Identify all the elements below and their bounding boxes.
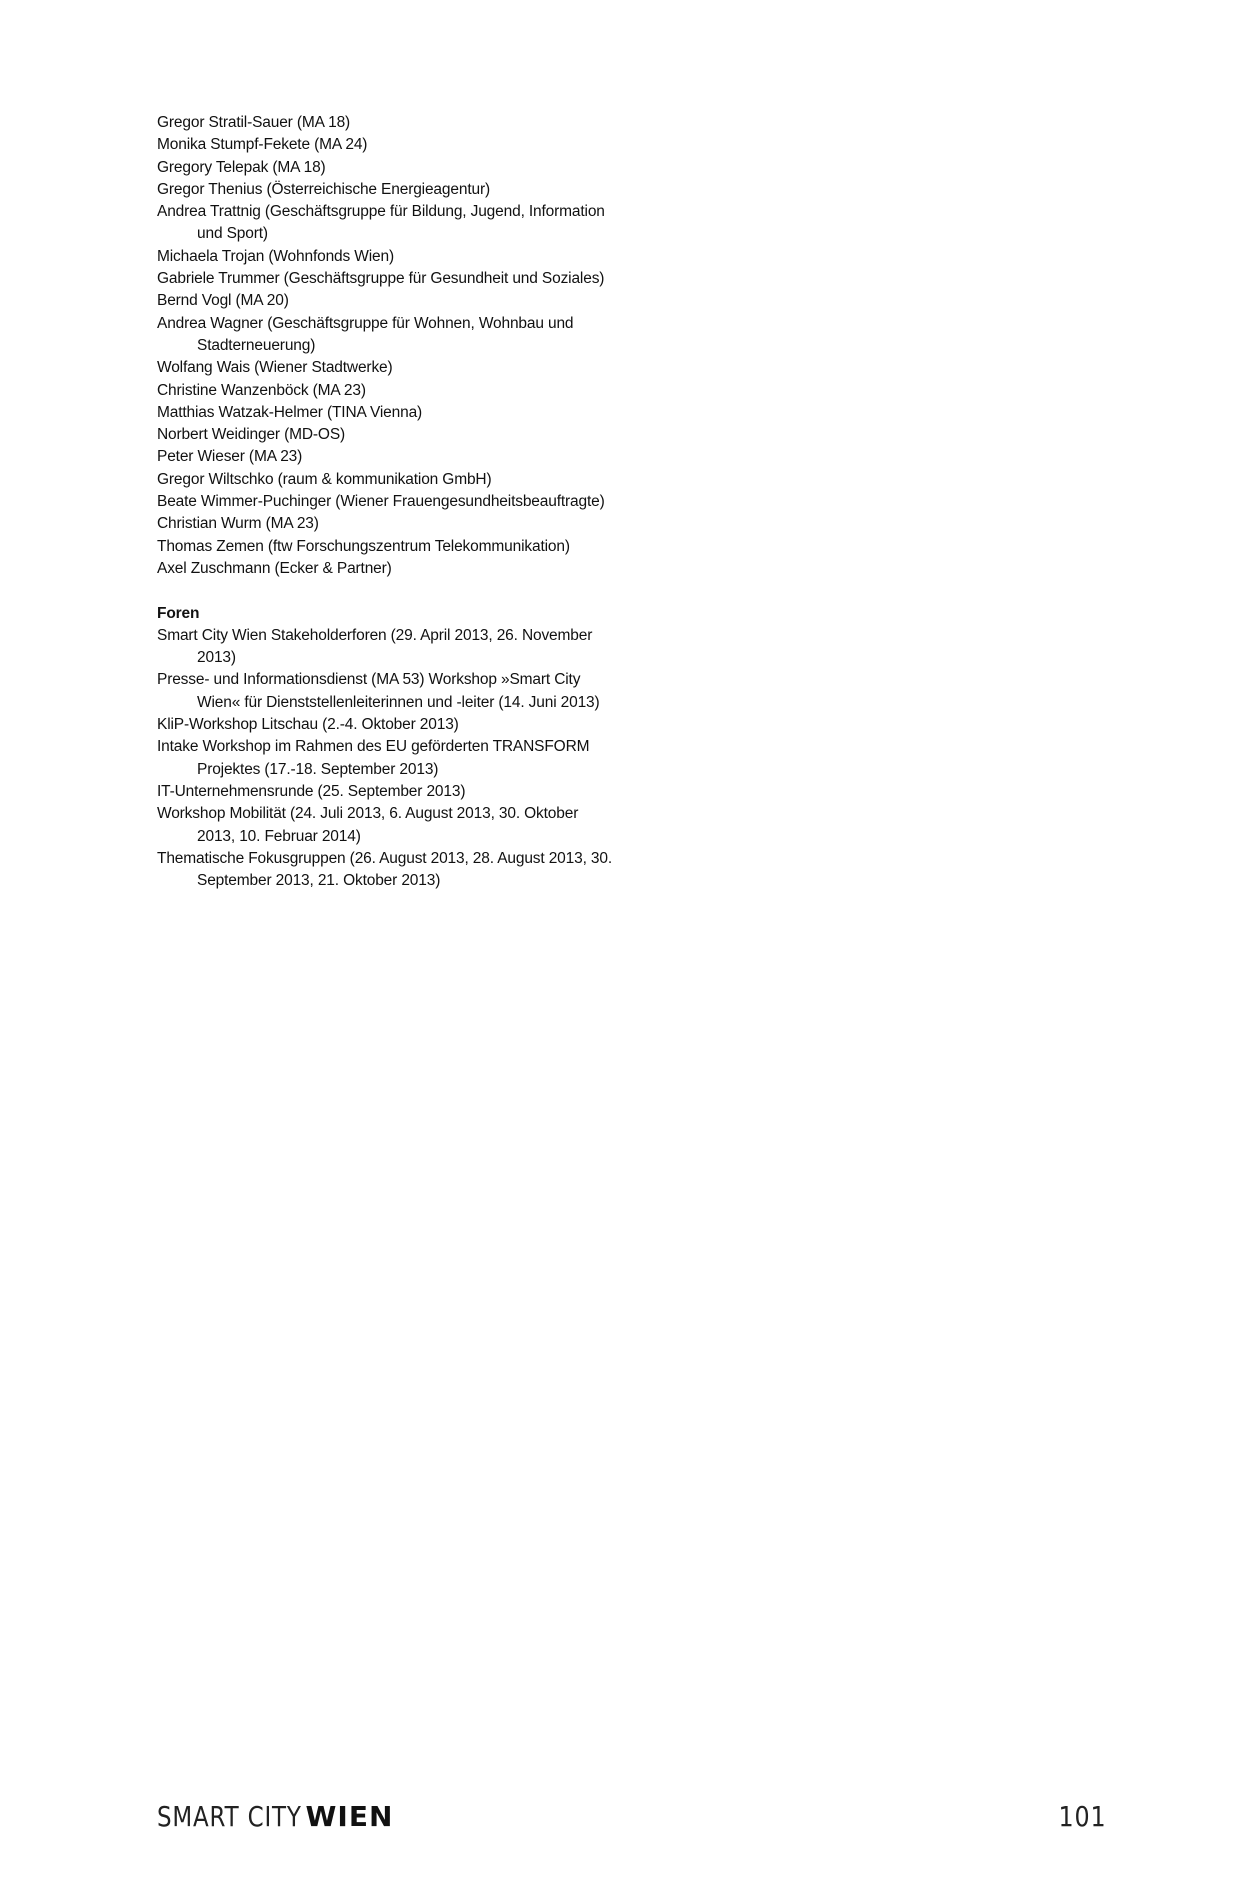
foren-list [157,625,617,893]
list-item: Christian Wurm (MA 23) [157,515,319,533]
list-item: Smart City Wien Stakeholderforen (29. April 2013, 26. November 2013) [157,626,593,667]
list-item: Andrea Wagner (Geschäftsgruppe für Wohnen, Wohnbau und Stadterneuerung) [157,314,574,354]
list-item: Intake Workshop im Rahmen des EU geförderten TRANSFORM Projektes (17.-18. September 2013) [157,738,590,778]
list-item: Gregor Stratil-Sauer (MA 18) [157,114,351,131]
brand-logo [157,1800,393,1833]
page-number: 101 [1058,1800,1106,1833]
list-item: Gregor Wiltschko (raum & kommunikation GmbH) [157,470,492,488]
document-body [157,112,617,892]
people-list [157,112,617,580]
list-item: Wolfang Wais (Wiener Stadtwerke) [157,359,393,377]
list-item: Axel Zuschmann (Ecker & Partner) [157,559,392,577]
list-item: Michaela Trojan (Wohnfonds Wien) [157,247,394,265]
list-item: KliP-Workshop Litschau (2.-4. Oktober 2013) [157,716,459,734]
list-item: Gregory Telepak (MA 18) [157,158,326,176]
list-item: Workshop Mobilität (24. Juli 2013, 6. August 2013, 30. Oktober 2013, 10. Februar 2014) [157,805,579,845]
list-item: Gabriele Trummer (Geschäftsgruppe für Gesundheit und Soziales) [157,270,605,288]
brand-text-light: SMART CITY [157,1800,302,1833]
list-item: Christine Wanzenböck (MA 23) [157,381,366,399]
list-item: Andrea Trattnig (Geschäftsgruppe für Bildung, Jugend, Information und Sport) [157,203,605,243]
page-footer [157,1800,1106,1840]
list-item: Norbert Weidinger (MD-OS) [157,426,346,444]
list-item: IT-Unternehmensrunde (25. September 2013) [157,782,466,800]
list-item: Thomas Zemen (ftw Forschungszentrum Telekommunikation) [157,537,570,555]
list-item: Peter Wieser (MA 23) [157,448,303,466]
section-heading-foren: Foren [157,604,200,622]
list-item: Monika Stumpf-Fekete (MA 24) [157,136,368,154]
list-item: Matthias Watzak-Helmer (TINA Vienna) [157,403,423,421]
brand-text-bold: WIEN [305,1800,394,1833]
list-item: Bernd Vogl (MA 20) [157,292,289,310]
list-item: Beate Wimmer-Puchinger (Wiener Frauengesundheitsbeauftragte) [157,493,605,511]
list-item: Thematische Fokusgruppen (26. August 2013, 28. August 2013, 30. September 2013, 21. Oktober 2013) [157,849,613,890]
list-item: Presse- und Informationsdienst (MA 53) Workshop »Smart City Wien« für Dienststellenleiterinnen und -leiter (14. Juni 2013) [157,671,600,711]
list-item: Gregor Thenius (Österreichische Energieagentur) [157,180,490,198]
